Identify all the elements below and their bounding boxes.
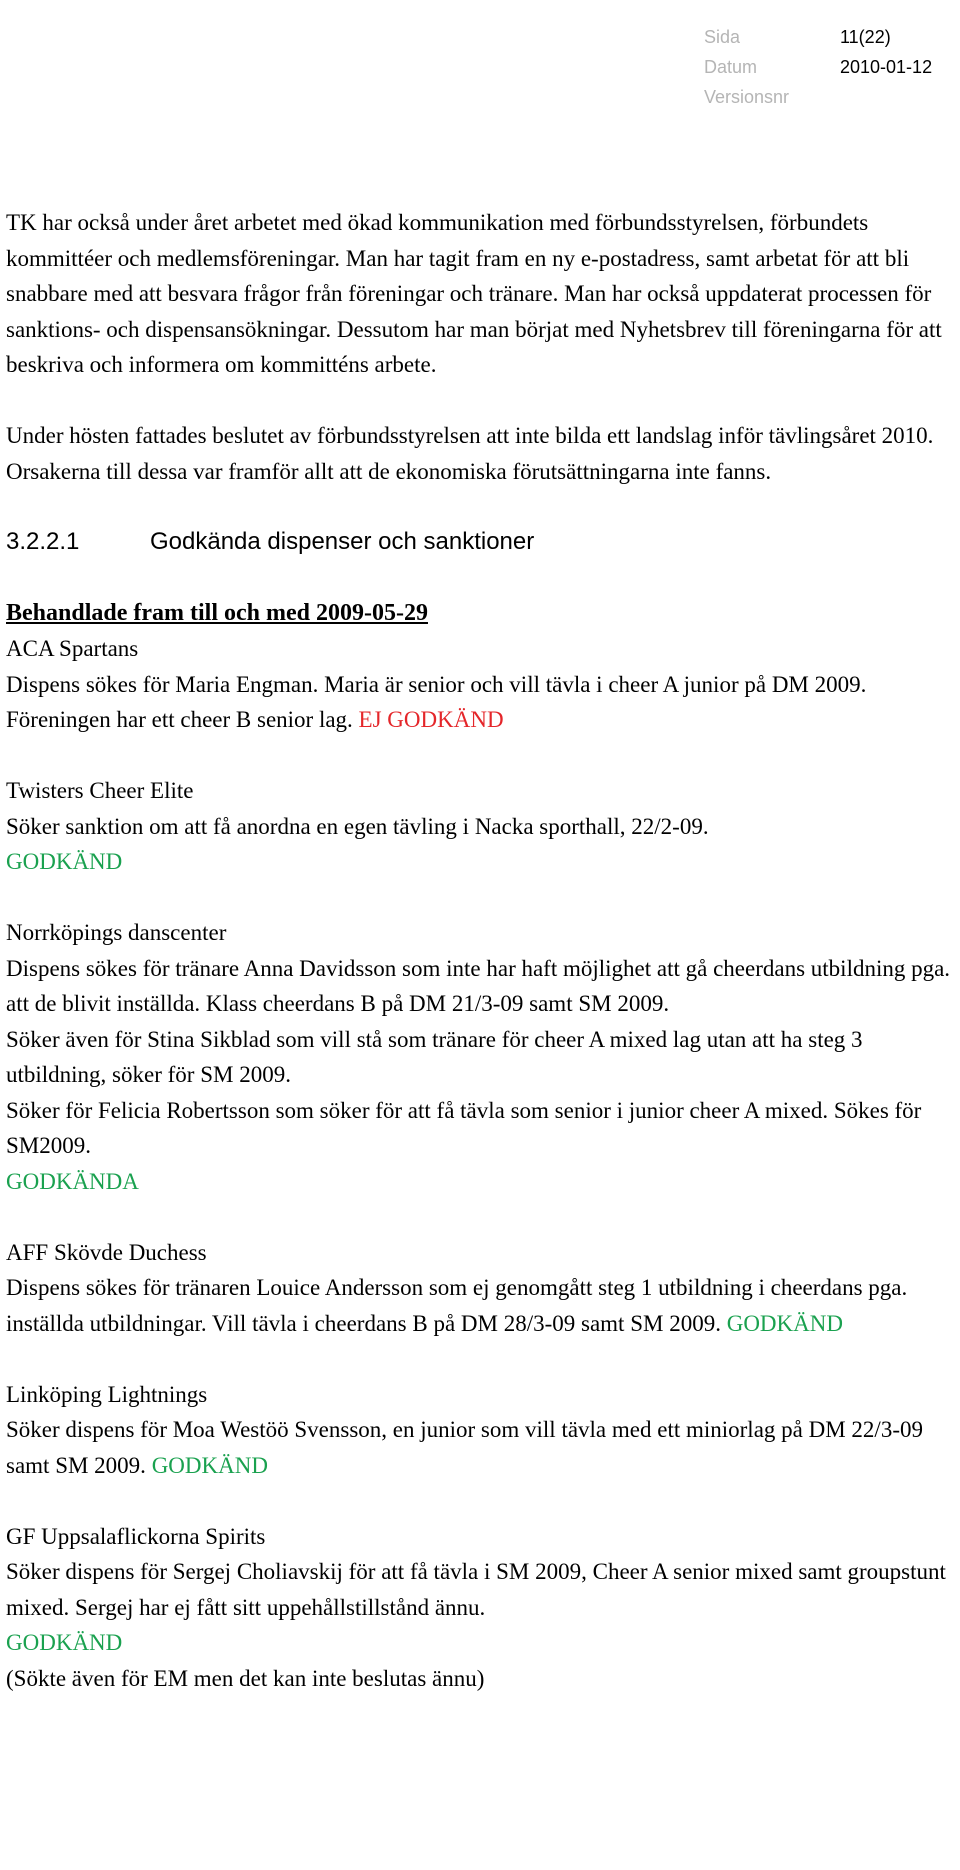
status-badge-approved: GODKÄNDA	[6, 1168, 139, 1194]
entry-aca-spartans	[6, 631, 951, 738]
entry-twisters-cheer-elite	[6, 773, 951, 880]
entry-note: (Sökte även för EM men det kan inte beslutas ännu)	[6, 1665, 485, 1691]
entry-description-1: Dispens sökes för tränare Anna Davidsson som inte har haft möjlighet att gå cheerdans utbildning pga. att de blivit inställda. Klass cheerdans B på DM 21/3-09 samt SM 2009.	[6, 955, 951, 1016]
section-number: 3.2.2.1	[6, 528, 80, 555]
header-row-version	[704, 82, 932, 112]
entry-text	[6, 667, 951, 738]
page-value: 11(22)	[840, 27, 891, 47]
section-heading-title: Godkända dispenser och sanktioner	[150, 528, 535, 555]
entry-description-3: Söker för Felicia Robertsson som söker för att få tävla som senior i junior cheer A mixed. Sökes för SM2009.	[6, 1097, 922, 1158]
entry-description: Dispens sökes för tränaren Louice Andersson som ej genomgått steg 1 utbildning i cheerdans pga. inställda utbildningar. Vill tävla i cheerdans B på DM 28/3-09 samt SM 2009.	[6, 1275, 908, 1336]
club-name: Linköping Lightnings	[6, 1381, 208, 1407]
entry-description: Söker dispens för Sergej Choliavskij för att få tävla i SM 2009, Cheer A senior mixed samt groupstunt mixed. Sergej har ej fått sitt uppehållstillstånd ännu.	[6, 1559, 946, 1620]
status-badge-approved: GODKÄND	[151, 1452, 268, 1478]
club-name: ACA Spartans	[6, 636, 139, 661]
status-badge-approved: GODKÄND	[726, 1310, 843, 1336]
entry-description: Dispens sökes för Maria Engman. Maria är senior och vill tävla i cheer A junior på DM 2009. Föreningen har ett cheer B senior lag.	[6, 671, 867, 732]
section-heading	[6, 524, 951, 560]
entry-description: Söker sanktion om att få anordna en egen tävling i Nacka sporthall, 22/2-09.	[6, 813, 709, 839]
status-badge-approved: GODKÄND	[6, 849, 123, 874]
entry-norrkopings-danscenter	[6, 915, 951, 1199]
header-row-date	[704, 52, 932, 82]
club-name: AFF Skövde Duchess	[6, 1239, 207, 1265]
status-badge-approved: GODKÄND	[6, 1630, 123, 1655]
header-row-page	[704, 22, 932, 52]
date-value: 2010-01-12	[840, 57, 933, 77]
intro-paragraph-2: Under hösten fattades beslutet av förbundsstyrelsen att inte bilda ett landslag inför tävlingsåret 2010. Orsakerna till dessa var framför allt att de ekonomiska förutsättningarna inte fanns.	[6, 423, 934, 484]
date-label: Datum	[704, 57, 758, 77]
entry-gf-uppsalaflickorna-spirits	[6, 1519, 951, 1697]
club-name: GF Uppsalaflickorna Spirits	[6, 1523, 266, 1549]
entry-text	[6, 1412, 951, 1483]
document-header	[704, 22, 932, 112]
entry-aff-skovde-duchess	[6, 1235, 951, 1342]
status-badge-rejected: EJ GODKÄND	[358, 707, 504, 732]
entry-description: Söker dispens för Moa Westöö Svensson, en junior som vill tävla med ett miniorlag på DM 22/3-09 samt SM 2009.	[6, 1417, 923, 1478]
page-label: Sida	[704, 27, 741, 47]
club-name: Norrköpings danscenter	[6, 920, 227, 945]
club-name: Twisters Cheer Elite	[6, 778, 194, 803]
document-body	[6, 205, 951, 1696]
version-label: Versionsnr	[704, 87, 790, 107]
entry-linkoping-lightnings	[6, 1377, 951, 1484]
intro-paragraph-1: TK har också under året arbetet med ökad kommunikation med förbundsstyrelsen, förbundets kommittéer och medlemsföreningar. Man har tagit fram en ny e-postadress, samt arbetat för att bli snabbare med att besvara frågor från föreningar och tränare. Man har också uppdaterat processen för sanktions- och dispensansökningar. Dessutom har man börjat med Nyhetsbrev till föreningarna för att beskriva och informera om kommitténs arbete.	[6, 210, 942, 377]
entry-description-2: Söker även för Stina Sikblad som vill stå som tränare för cheer A mixed lag utan att ha steg 3 utbildning, söker för SM 2009.	[6, 1026, 863, 1087]
entry-text	[6, 1270, 951, 1341]
subsection-title: Behandlade fram till och med 2009-05-29	[6, 599, 428, 626]
